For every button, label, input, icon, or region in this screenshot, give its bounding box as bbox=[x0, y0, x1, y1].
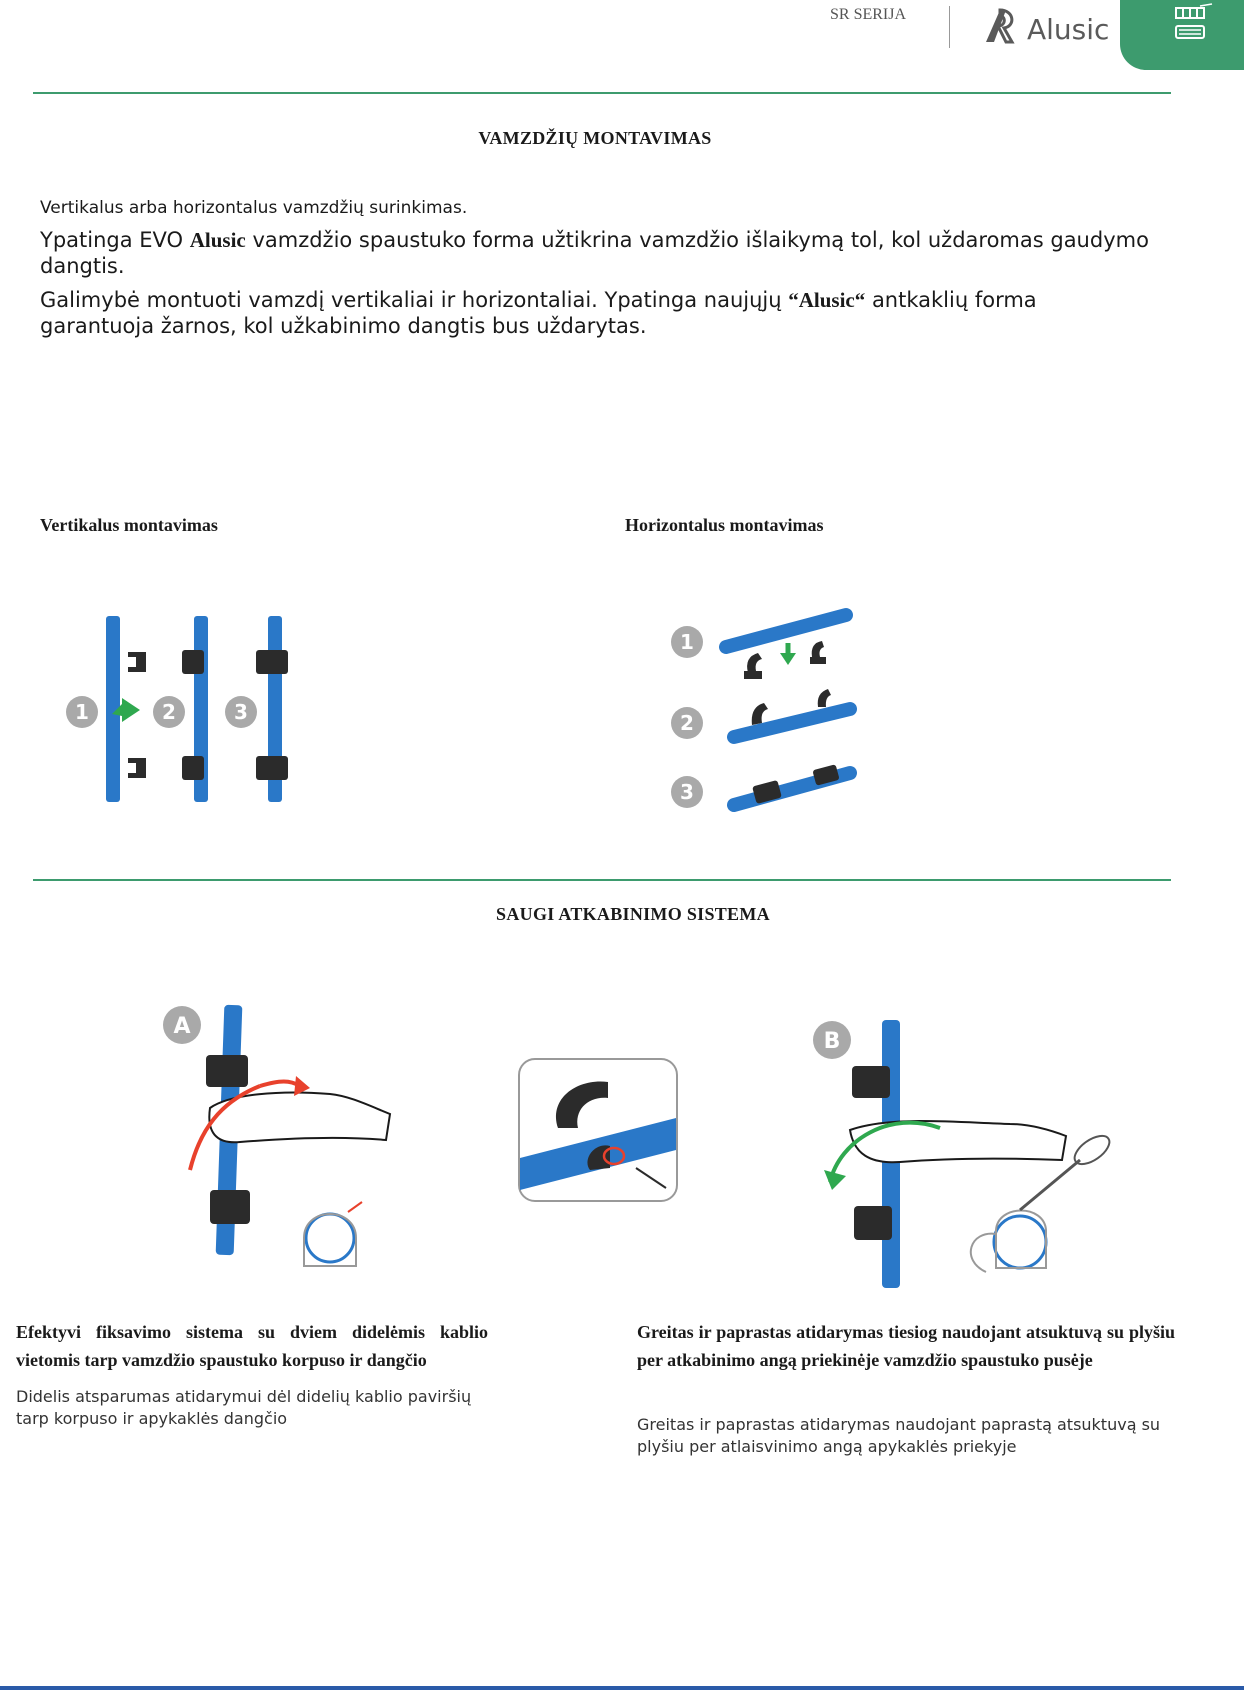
footer-bar bbox=[0, 1686, 1244, 1690]
paragraph-evo bbox=[40, 227, 1150, 279]
caption-left-bold: Efektyvi fiksavimo sistema su dviem didelėmis kablio vietomis tarp vamzdžio spaustuko korpuso ir dangčio bbox=[16, 1322, 488, 1370]
unlock-illustration-b bbox=[810, 1010, 1110, 1290]
badge-b-label: B bbox=[823, 1029, 841, 1054]
release-hole-detail-illustration bbox=[518, 1058, 678, 1202]
vertical-mounting-title: Vertikalus montavimas bbox=[40, 515, 218, 535]
paragraph-mounting-part2: antkaklių forma garantuoja žarnos, kol užkabinimo dangtis bus uždarytas. bbox=[40, 288, 1037, 338]
step-2-badge-icon bbox=[152, 695, 186, 729]
horizontal-mounting-title: Horizontalus montavimas bbox=[625, 515, 824, 535]
horizontal-mounting-illustration bbox=[720, 605, 880, 815]
paragraph-evo-brand: Alusic bbox=[189, 228, 246, 252]
h-step-1-label: 1 bbox=[680, 630, 694, 654]
intro-line: Vertikalus arba horizontalus vamzdžių surinkimas. bbox=[40, 198, 468, 218]
badge-a-icon bbox=[162, 1005, 202, 1045]
paragraph-mounting-brand: “Alusic“ bbox=[788, 288, 866, 312]
series-label: SR SERIJA bbox=[830, 6, 907, 23]
paragraph-evo-part2: vamzdžio spaustuko forma užtikrina vamzdžio išlaikymą tol, kol uždaromas gaudymo dangtis. bbox=[40, 228, 1149, 278]
step-3-label: 3 bbox=[234, 700, 248, 724]
header-divider bbox=[949, 6, 950, 48]
paragraph-evo-part1: Ypatinga EVO bbox=[40, 228, 190, 252]
caption-right-bold: Greitas ir paprastas atidarymas tiesiog naudojant atsuktuvą su plyšiu per atkabinimo angą priekinėje vamzdžio spaustuko pusėje bbox=[637, 1322, 1175, 1370]
caption-right-text: Greitas ir paprastas atidarymas naudojant paprastą atsuktuvą su plyšiu per atlaisvinimo angą apykaklės priekyje bbox=[637, 1415, 1161, 1456]
section-tab bbox=[1120, 0, 1244, 70]
caption-left-text: Didelis atsparumas atidarymui dėl didelių kablio paviršių tarp korpuso ir apykaklės dangčio bbox=[16, 1387, 472, 1428]
h-step-1-badge-icon bbox=[670, 625, 704, 659]
step-1-label: 1 bbox=[75, 700, 89, 724]
paragraph-mounting bbox=[40, 287, 1150, 339]
section-divider-middle bbox=[33, 879, 1171, 881]
paragraph-mounting-part1: Galimybė montuoti vamzdį vertikaliai ir horizontaliai. Ypatinga naujųjų bbox=[40, 288, 789, 312]
h-step-2-badge-icon bbox=[670, 706, 704, 740]
step-1-badge-icon bbox=[65, 695, 99, 729]
step-3-badge-icon bbox=[224, 695, 258, 729]
brand-name: Alusic bbox=[1027, 13, 1110, 46]
section-divider-top bbox=[33, 92, 1171, 94]
step-2-label: 2 bbox=[162, 700, 176, 724]
section1-title: VAMZDŽIŲ MONTAVIMAS bbox=[478, 128, 712, 148]
section2-title: SAUGI ATKABINIMO SISTEMA bbox=[496, 904, 770, 924]
badge-b-icon bbox=[812, 1020, 852, 1060]
h-step-2-label: 2 bbox=[680, 711, 694, 735]
h-step-3-badge-icon bbox=[670, 775, 704, 809]
h-step-3-label: 3 bbox=[680, 780, 694, 804]
badge-a-label: A bbox=[173, 1014, 191, 1039]
alusic-logo-icon bbox=[980, 6, 1020, 46]
radiator-icon bbox=[1170, 4, 1214, 44]
